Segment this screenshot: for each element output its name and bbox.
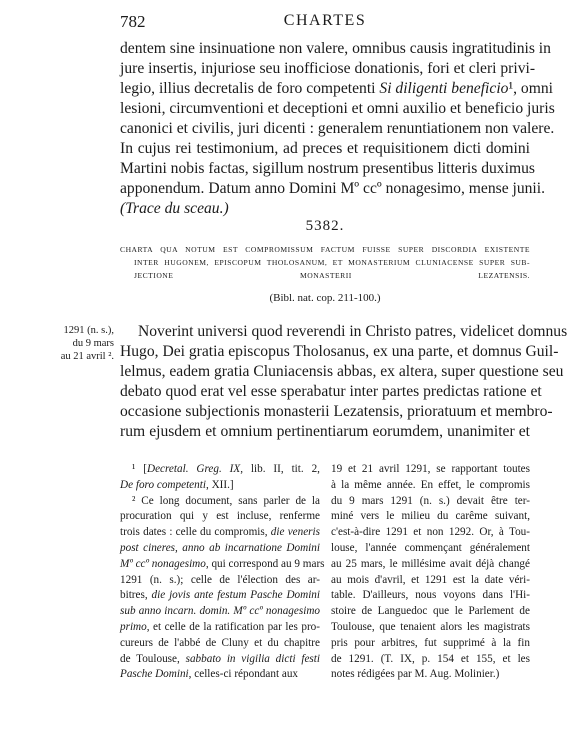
footnote-italic-segment: Decretal. Greg. IX [146, 463, 241, 475]
text-line: rum ejusdem et omnium pertinentiarum eorumdem, unanimiter et [120, 423, 530, 440]
footnote-line: de 1291. (T. IX, p. 154 et 155, et les [331, 652, 530, 665]
footnote-line [120, 494, 320, 510]
margin-date-note [48, 324, 114, 363]
footnote-line [120, 636, 320, 652]
footnote-text-segment: , lib. II, tit. 2, [240, 463, 320, 475]
footnote-text-segment: bitres, [120, 589, 152, 602]
text-line: dentem sine insinuatione non valere, omnibus causis ingratitudinis in [120, 40, 551, 57]
continuation-text [120, 39, 555, 219]
document-text [120, 322, 568, 442]
text-line [120, 79, 553, 99]
text-segment: legio, illius decretalis de foro competenti [120, 80, 380, 97]
footnote-line: 19 et 21 avril 1291, se rapportant toutes [331, 463, 530, 475]
footnotes-right-column [331, 462, 530, 683]
footnote-line: stoire de Languedoc que le Parlement de [331, 605, 530, 618]
footnote-text-segment: ¹ [ [132, 463, 147, 475]
footnote-text-segment: cureurs de l'abbé de Cluny et du chapitre [120, 636, 320, 649]
footnote-line: à la même année. En effet, le compromis [331, 478, 530, 491]
footnote-text-segment: de Toulouse, [120, 652, 186, 665]
footnote-text-segment: , et celle de la ratification par les pro- [146, 620, 320, 633]
footnote-line: pris pour arbitres, fut supprimé à la fin [331, 636, 530, 649]
document-rubric [120, 243, 530, 282]
footnote-line: c'est-à-dire 1291 et non 1292. Or, à Tou- [331, 526, 530, 539]
footnote-line: notes rédigées par M. Aug. Molinier.) [331, 668, 500, 681]
footnote-line [120, 541, 320, 557]
page-header [120, 12, 530, 34]
footnotes-left-column [120, 462, 325, 683]
footnote-italic-segment: Pasche Domini [120, 668, 189, 681]
footnote-text-segment: , qui correspond au 9 mars [205, 557, 325, 570]
footnote-line: du 9 mars 1291 (n. s.) devait être ter- [331, 494, 530, 507]
footnote-line: table. D'ailleurs, nous voyons dans l'Hi- [331, 589, 530, 602]
footnote-line: Toulouse, que tenaient alors les magistrats [331, 620, 530, 633]
footnote-italic-segment: post cineres, anno ab incarnatione Domini [120, 541, 320, 554]
rubric-line: JECTIONE MONASTERII LEZATENSIS. [134, 271, 530, 280]
running-title: CHARTES [283, 12, 367, 29]
text-line: Hugo, Dei gratia episcopus Tholosanus, ex una parte, et domnus Guil- [120, 343, 559, 360]
footnote-line: miné vers le milieu du carême suivant, [331, 510, 530, 523]
footnote-line [120, 462, 320, 478]
page-number: 782 [120, 12, 146, 31]
footnote-text-segment: ² Ce long document, sans parler de la [132, 494, 320, 507]
footnote-italic-segment: sub anno incarn. domin. Mº ccº nonagesimo [120, 605, 320, 618]
footnote-italic-segment: die jovis ante festum Pasche Domini [151, 589, 321, 602]
text-line: Noverint universi quod reverendi in Christo patres, videlicet domnus [138, 323, 568, 340]
italic-citation: Si diligenti beneficio [379, 80, 509, 97]
source-reference: (Bibl. nat. cop. 211-100.) [269, 292, 381, 304]
margin-line: au 21 avril ². [60, 351, 114, 362]
footnote-separator [120, 452, 530, 453]
footnote-line [120, 573, 320, 589]
footnote-italic-segment: Mº ccº nonagesimo [120, 557, 206, 570]
text-line: apponendum. Datum anno Domini Mº ccº nonagesimo, mense junii. [120, 180, 545, 197]
margin-line: 1291 (n. s.), [63, 325, 114, 336]
footnote-line [120, 604, 320, 620]
footnote-text-segment: , celles-ci répondant aux [188, 668, 299, 681]
text-line: lelmus, eadem gratia Cluniacensis abbas, ex altera, super questione seu [120, 363, 564, 380]
text-line: jure insertis, injuriose seu inofficiose donationis, fori et cleri privi- [120, 60, 536, 77]
text-line: Martini nobis factas, sigillum nostrum presentibus litteris duximus [120, 160, 535, 177]
footnote-italic-segment: primo [120, 620, 147, 633]
rubric-line: INTER HUGONEM, EPISCOPUM THOLOSANUM, ET MONASTERIUM CLUNIACENSE SUPER SUB- [134, 258, 530, 267]
text-line: lesioni, circumventioni et deceptioni et omni auxilio et beneficio juris [120, 100, 555, 117]
footnote-line [120, 557, 325, 573]
footnote-line: au 25 mars, le millésime avait déjà changé [331, 557, 530, 570]
footnote-line: louse, l'année commençant généralement [331, 541, 530, 554]
footnote-line [120, 478, 320, 494]
text-line: In cujus rei testimonium, ad preces et requisitionem dicti domini [120, 140, 530, 157]
text-segment: ¹, omni [508, 80, 553, 97]
footnote-italic-segment: sabbato in vigilia dicti festi [185, 652, 320, 665]
footnote-text-segment: , XII.] [205, 478, 234, 491]
footnote-line [120, 652, 320, 668]
footnote-line [120, 525, 320, 541]
footnote-italic-segment: De foro competenti [120, 478, 206, 491]
footnote-italic-segment: die veneris [270, 526, 320, 539]
seal-trace-note: (Trace du sceau.) [120, 200, 229, 217]
text-line: canonici et civilis, juri dicenti : generalem renuntiationem non valere. [120, 120, 555, 137]
footnote-line: au mois d'avril, et 1291 est la date véri- [331, 573, 530, 586]
footnote-text-segment: 1291 (n. s.); celle de l'élection des ar- [120, 573, 320, 586]
footnote-line [120, 588, 320, 604]
margin-line: du 9 mars [72, 338, 114, 349]
footnote-text-segment: procuration qui y est incluse, renferme [120, 510, 320, 523]
footnote-line [120, 509, 320, 525]
text-line: debato quod erat vel esse sperabatur inter partes predictas ratione et [120, 383, 542, 400]
text-line: occasione subjectionis monasterii Lezatensis, prioratuum et membro- [120, 403, 553, 420]
document-number: 5382. [305, 218, 345, 234]
footnote-line [120, 620, 320, 636]
footnote-text-segment: trois dates : celle du compromis, [120, 526, 271, 539]
footnote-line [120, 667, 320, 683]
rubric-line: CHARTA QUA NOTUM EST COMPROMISSUM FACTUM FUISSE SUPER DISCORDIA EXISTENTE [120, 245, 530, 254]
